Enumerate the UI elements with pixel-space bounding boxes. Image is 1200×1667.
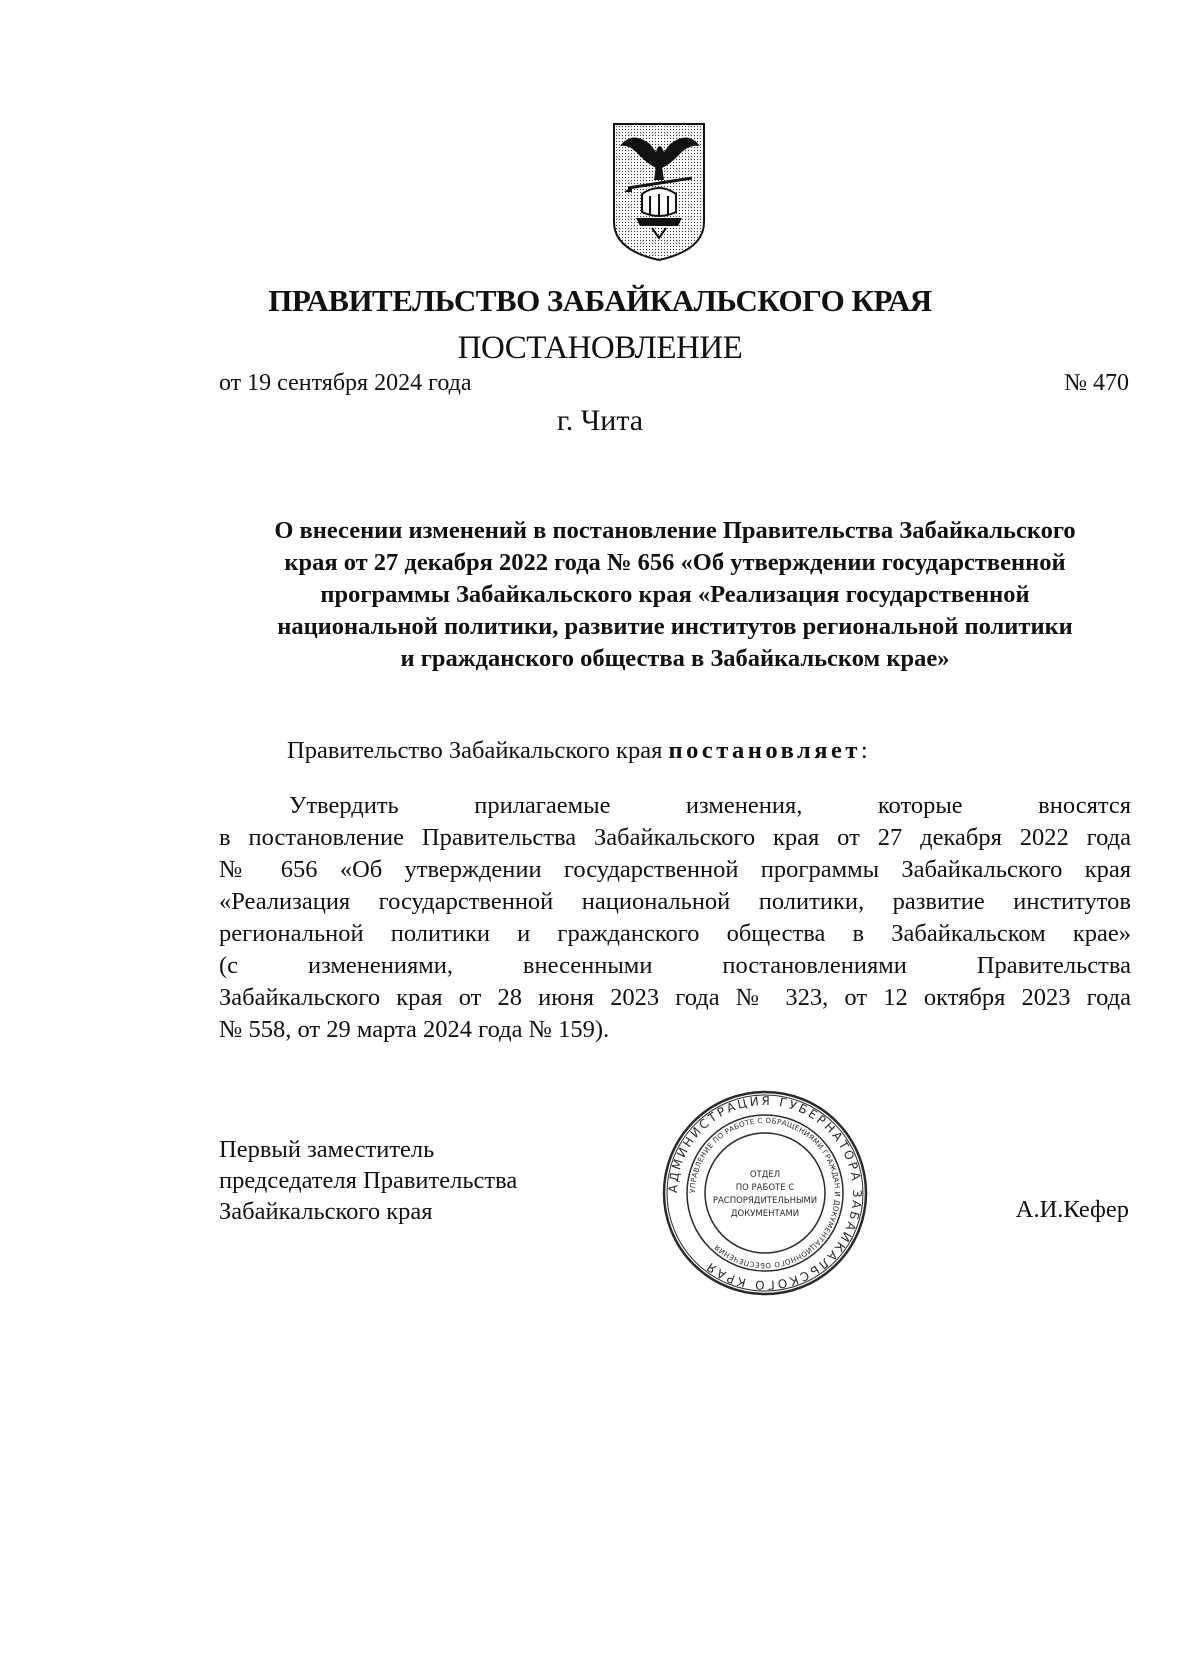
stamp-center-line: РАСПОРЯДИТЕЛЬНЫМИ [712, 1196, 818, 1206]
subject-line: программы Забайкальского края «Реализация государственной [320, 581, 1030, 608]
preamble [287, 737, 868, 765]
document-subject [222, 515, 1128, 675]
official-stamp [661, 1089, 869, 1297]
stamp-middle-text: УПРАВЛЕНИЕ ПО РАБОТЕ С ОБРАЩЕНИЯМИ ГРАЖДАН И ДОКУМЕНТАЦИОННОГО ОБЕСПЕЧЕНИЯ [687, 1115, 843, 1271]
preamble-end: : [860, 737, 868, 764]
resolution-body [219, 790, 1131, 1046]
signer-name: А.И.Кефер [1015, 1196, 1129, 1223]
signer-title-line: Забайкальского края [219, 1198, 433, 1225]
document-number: № 470 [1064, 370, 1129, 396]
preamble-emphasis: постановляет [668, 737, 861, 764]
document-city: г. Чита [556, 404, 644, 437]
stamp-outer-text: АДМИНИСТРАЦИЯ ГУБЕРНАТОРА ЗАБАЙКАЛЬСКОГО КРАЯ [665, 1093, 865, 1293]
document-type: ПОСТАНОВЛЕНИЕ [457, 330, 743, 366]
body-line: «Реализация государственной национальной политики, развитие институтов [219, 888, 1131, 915]
signer-title [219, 1134, 517, 1227]
body-line: № 656 «Об утверждении государственной программы Забайкальского края [219, 856, 1131, 883]
body-line: Забайкальского края от 28 июня 2023 года № 323, от 12 октября 2023 года [219, 984, 1131, 1011]
body-line: (с изменениями, внесенными постановлениями Правительства [219, 952, 1131, 979]
stamp-center-line: ПО РАБОТЕ С [735, 1183, 795, 1193]
document-date: от 19 сентября 2024 года [219, 370, 472, 396]
subject-line: и гражданского общества в Забайкальском крае» [400, 645, 950, 672]
government-title: ПРАВИТЕЛЬСТВО ЗАБАЙКАЛЬСКОГО КРАЯ [268, 283, 932, 318]
subject-line: края от 27 декабря 2022 года № 656 «Об утверждении государственной [284, 549, 1066, 576]
body-line: Утвердить прилагаемые изменения, которые вносятся [289, 792, 1131, 819]
signer-title-line: председателя Правительства [219, 1167, 518, 1194]
body-line: № 558, от 29 марта 2024 года № 159). [219, 1016, 610, 1043]
coat-of-arms-emblem [612, 122, 706, 262]
stamp-center-line: ДОКУМЕНТАМИ [730, 1209, 800, 1219]
body-line: в постановление Правительства Забайкальского края от 27 декабря 2022 года [219, 824, 1131, 851]
subject-line: национальной политики, развитие институтов региональной политики [277, 613, 1073, 640]
svg-text:УПРАВЛЕНИЕ ПО РАБОТЕ С ОБРАЩЕН [688, 1116, 842, 1270]
preamble-text: Правительство Забайкальского края [287, 737, 669, 764]
subject-line: О внесении изменений в постановление Правительства Забайкальского [274, 517, 1076, 544]
body-line: региональной политики и гражданского общества в Забайкальском крае» [219, 920, 1131, 947]
stamp-center-line: ОТДЕЛ [749, 1170, 781, 1180]
signer-title-line: Первый заместитель [219, 1136, 435, 1163]
